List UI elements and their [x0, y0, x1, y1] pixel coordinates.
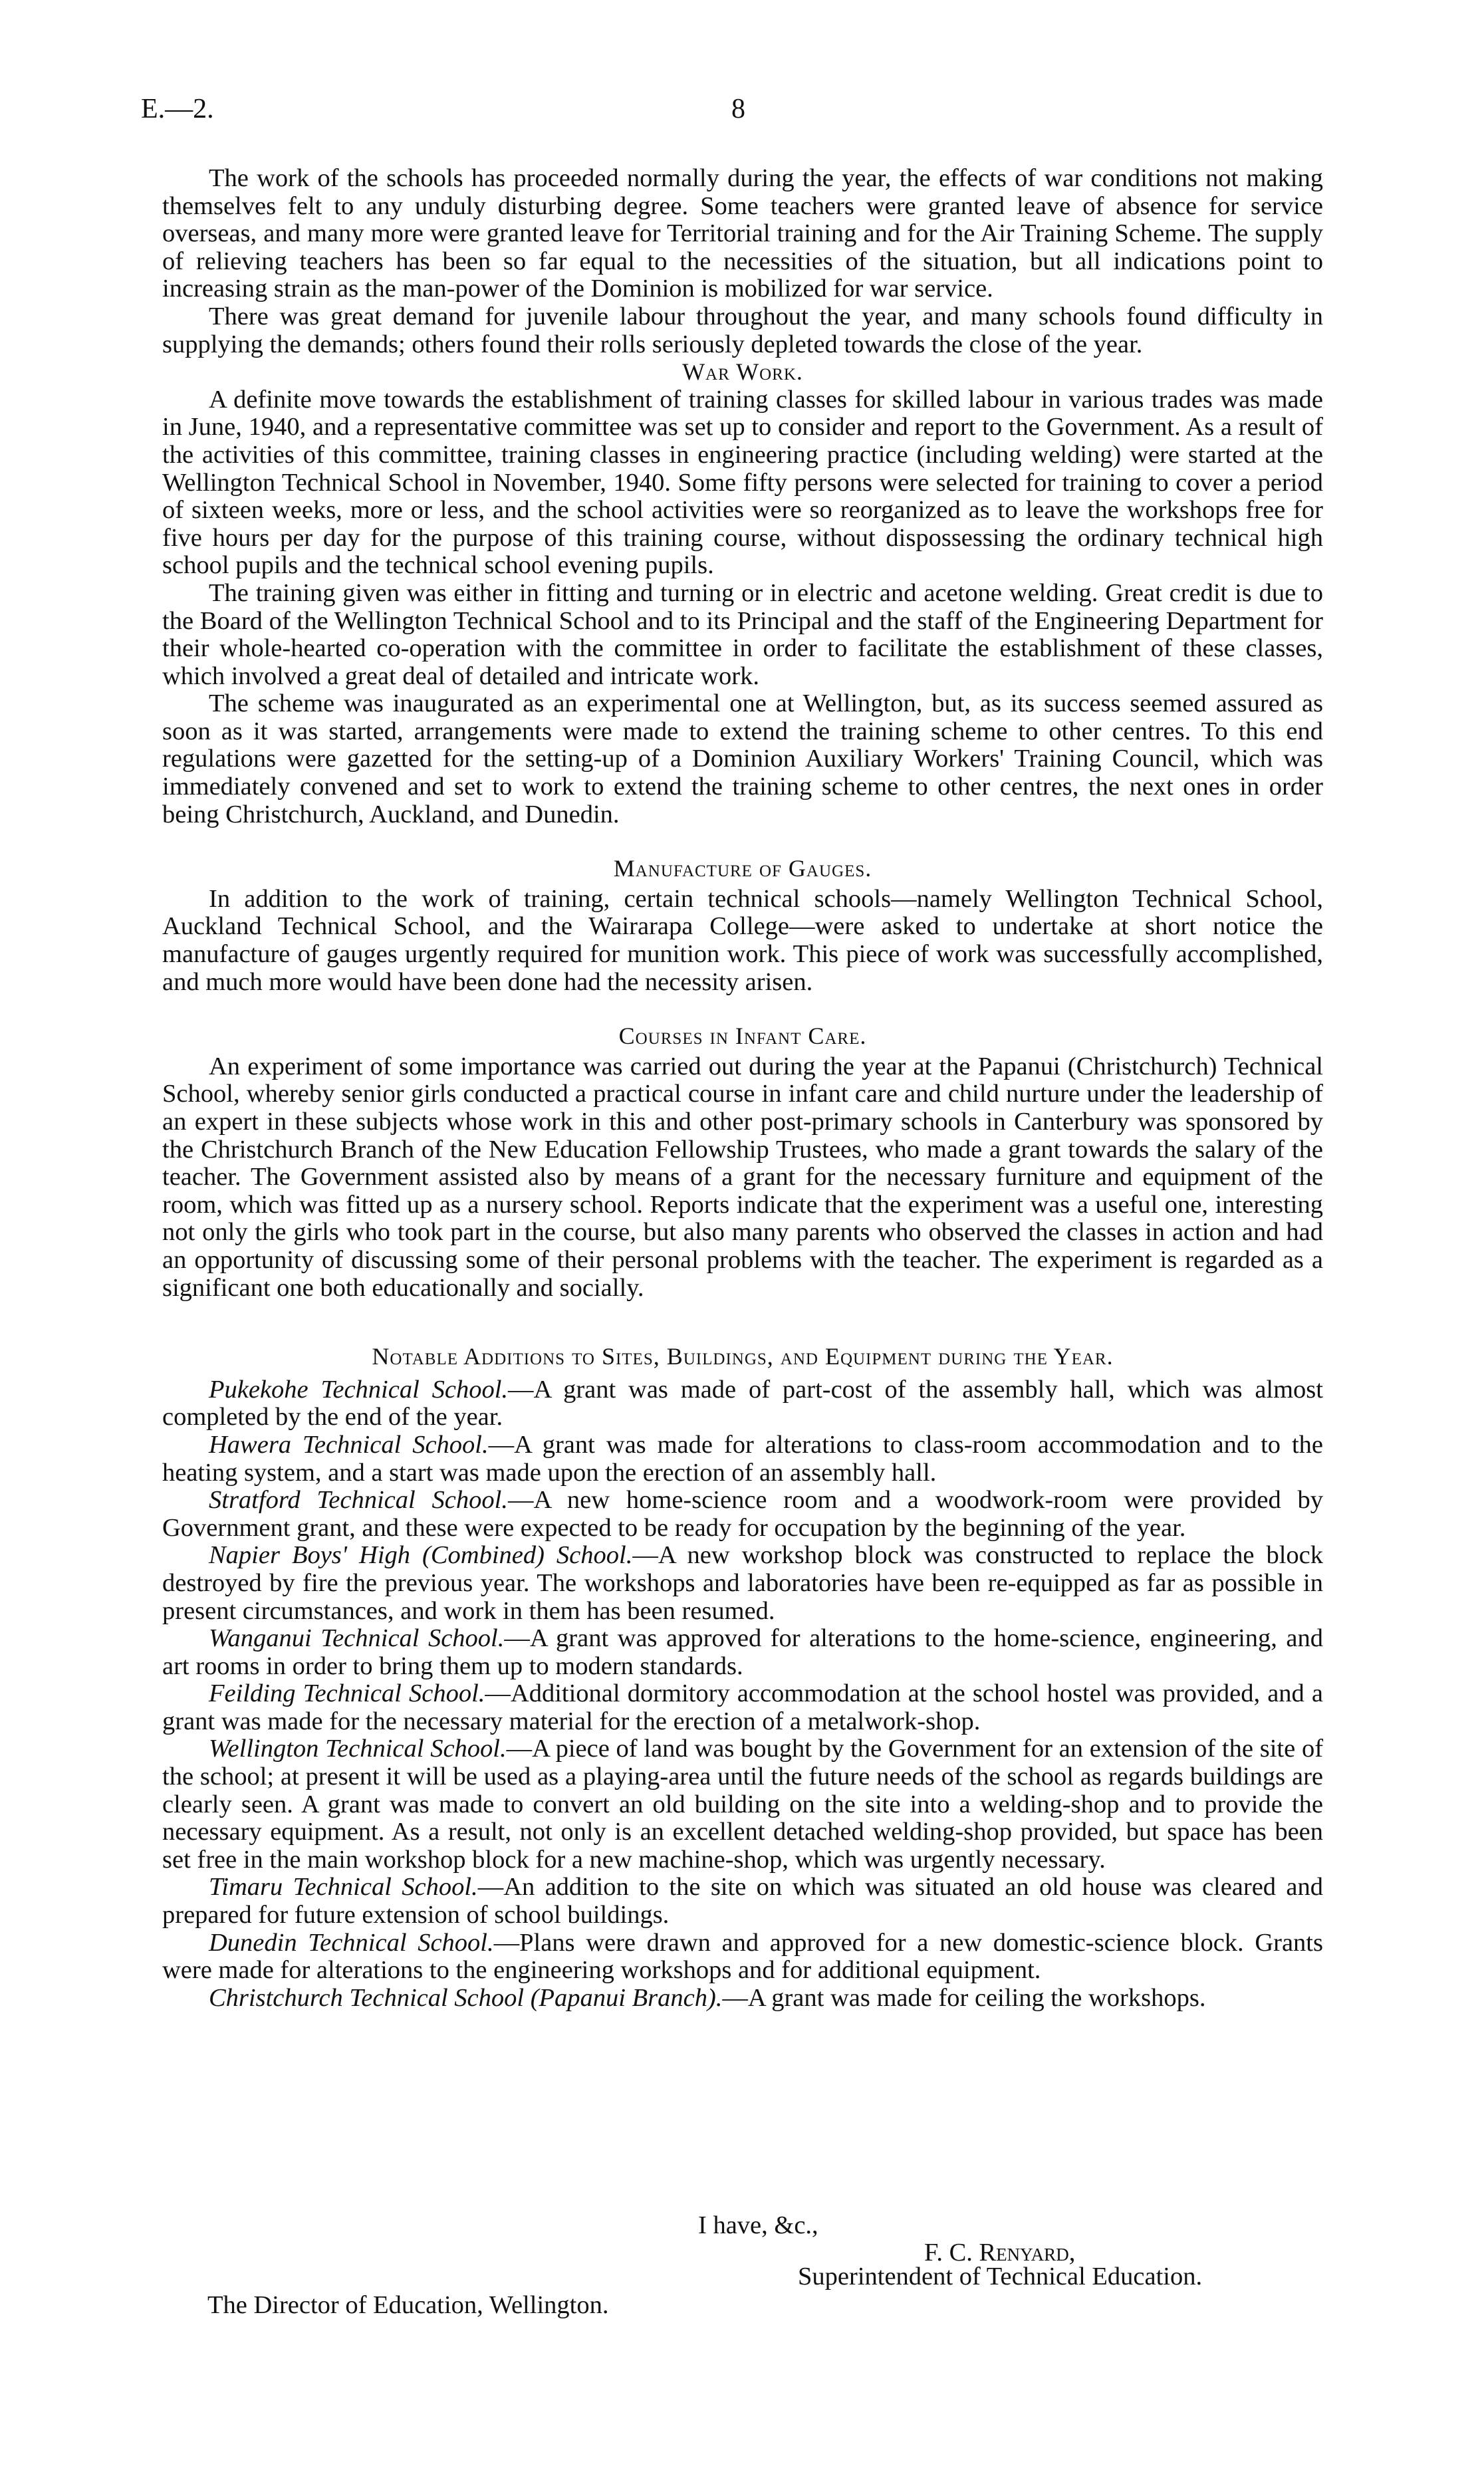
school-name: Christchurch Technical School (Papanui Branch). [209, 1983, 723, 2012]
addition-text: —A grant was approved for alterations to the home-science, engineering, and art rooms in order to bring them up to modern standards. [162, 1624, 1323, 1680]
paragraph: There was great demand for juvenile labour throughout the year, and many schools found difficulty in supplying the demands; others found their rolls seriously depleted towards the close of the year. [162, 302, 1323, 358]
paragraph: In addition to the work of training, certain technical schools—namely Wellington Technical School, Auckland Technical School, and the Wairarapa College—were asked to undertake at short notice the manufacture of gauges urgently required for munition work. This piece of work was successfully accomplished, and much more would have been done had the necessity arisen. [162, 884, 1323, 996]
addition-text: —Plans were drawn and approved for a new domestic-science block. Grants were made for alterations to the engineering workshops and for additional equipment. [162, 1928, 1323, 1985]
addition-text: —A new home-science room and a woodwork-room were provided by Government grant, and these were expected to be ready for occupation by the beginning of the year. [162, 1486, 1323, 1542]
school-name: Dunedin Technical School. [209, 1928, 494, 1957]
addition-item [162, 1376, 1323, 1431]
paragraph: An experiment of some importance was carried out during the year at the Papanui (Christchurch) Technical School, whereby senior girls conducted a practical course in infant care and child nurture under the leadership of an expert in these subjects whose work in this and other post-primary schools in Canterbury was sponsored by the Christchurch Branch of the New Education Fellowship Trustees, who made a grant towards the salary of the teacher. The Government assisted also by means of a grant for the necessary furniture and equipment of the room, which was fitted up as a nursery school. Reports indicate that the experiment was a useful one, interesting not only the girls who took part in the course, but also many parents who observed the classes in action and had an opportunity of discussing some of their personal problems with the teacher. The experiment is regarded as a significant one both educationally and socially. [162, 1052, 1323, 1302]
school-name: Napier Boys' High (Combined) School. [209, 1541, 633, 1570]
section-heading-war-work: War Work. [682, 358, 803, 386]
additions-list [162, 1376, 1323, 2013]
signatory-name: F. C. Renyard, [924, 2239, 1076, 2267]
paragraph: The scheme was inaugurated as an experimental one at Wellington, but, as its success seemed assured as soon as it was started, arrangements were made to extend the training scheme to other centres. To this end regulations were gazetted for the setting-up of a Dominion Auxiliary Workers' Training Council, which was immediately convened and set to work to extend the training scheme to other centres, the next ones in order being Christchurch, Auckland, and Dunedin. [162, 689, 1323, 828]
addition-text: —A piece of land was bought by the Government for an extension of the site of the school; at present it will be used as a playing-area until the future needs of the school as regards buildings are clearly seen. A grant was made to convert an old building on the site into a welding-shop and to provide the necessary equipment. As a result, not only is an excellent detached welding-shop provided, but space has been set free in the main workshop block for a new machine-shop, which was urgently necessary. [162, 1735, 1324, 1874]
addition-item [162, 1929, 1323, 1985]
addition-text: —A grant was made for ceiling the workshops. [722, 1983, 1206, 2012]
addition-text: —A new workshop block was constructed to replace the block destroyed by fire the previous year. The workshops and laboratories have been re-equipped as far as possible in present circumstances, and work in them has been resumed. [162, 1541, 1323, 1625]
paragraph: The work of the schools has proceeded normally during the year, the effects of war conditions not making themselves felt to any unduly disturbing degree. Some teachers were granted leave of absence for service overseas, and many more were granted leave for Territorial training and for the Air Training Scheme. The supply of relieving teachers has been so far equal to the necessities of the situation, but all indications point to increasing strain as the man-power of the Dominion is mobilized for war service. [162, 164, 1323, 303]
section-heading-gauges: Manufacture of Gauges. [613, 855, 872, 882]
paragraph: A definite move towards the establishment of training classes for skilled labour in various trades was made in June, 1940, and a representative committee was set up to consider and report to the Government. As a result of the activities of this committee, training classes in engineering practice (including welding) were started at the Wellington Technical School in November, 1940. Some fifty persons were selected for training to cover a period of sixteen weeks, more or less, and the school activities were so reorganized as to leave the workshops free for five hours per day for the purpose of this training course, without dispossessing the ordinary technical high school pupils and the technical school evening pupils. [162, 385, 1323, 580]
document-reference: E.—2. [141, 94, 214, 124]
paragraph: The training given was either in fitting and turning or in electric and acetone welding. Great credit is due to the Board of the Wellington Technical School and to its Principal and the staff of the Engineering Department for their whole-hearted co-operation with the committee in order to facilitate the establishment of these classes, which involved a great deal of detailed and intricate work. [162, 578, 1323, 690]
school-name: Pukekohe Technical School. [209, 1375, 509, 1404]
addition-item [162, 1680, 1323, 1735]
section-heading-infant-care: Courses in Infant Care. [618, 1023, 867, 1050]
addition-item [162, 1487, 1323, 1542]
page-number: 8 [731, 94, 745, 124]
school-name: Feilding Technical School. [209, 1679, 485, 1708]
addition-text: —An addition to the site on which was situated an old house was cleared and prepared for future extension of school buildings. [162, 1873, 1324, 1929]
addition-text: —A grant was made for alterations to class-room accommodation and to the heating system, and a start was made upon the erection of an assembly hall. [162, 1430, 1324, 1487]
document-body [162, 165, 1323, 2012]
addition-item [162, 1431, 1323, 1487]
addition-text: —Additional dormitory accommodation at the school hostel was provided, and a grant was made for the necessary material for the erection of a metalwork-shop. [162, 1679, 1323, 1735]
school-name: Timaru Technical School. [209, 1873, 478, 1902]
addition-item [162, 1625, 1323, 1680]
closing-salutation: I have, &c., [698, 2211, 818, 2239]
addressee: The Director of Education, Wellington. [207, 2291, 609, 2319]
addition-item [162, 1985, 1323, 2013]
signatory-title: Superintendent of Technical Education. [798, 2263, 1203, 2290]
school-name: Stratford Technical School. [209, 1486, 508, 1515]
school-name: Wellington Technical School. [209, 1735, 507, 1763]
section-heading-additions: Notable Additions to Sites, Buildings, and Equipment during the Year. [372, 1343, 1114, 1370]
addition-item [162, 1735, 1323, 1874]
addition-text: —A grant was made of part-cost of the assembly hall, which was almost completed by the end of the year. [162, 1375, 1323, 1431]
addition-item [162, 1874, 1323, 1929]
addition-item [162, 1542, 1323, 1625]
school-name: Wanganui Technical School. [209, 1624, 505, 1653]
school-name: Hawera Technical School. [209, 1430, 489, 1459]
